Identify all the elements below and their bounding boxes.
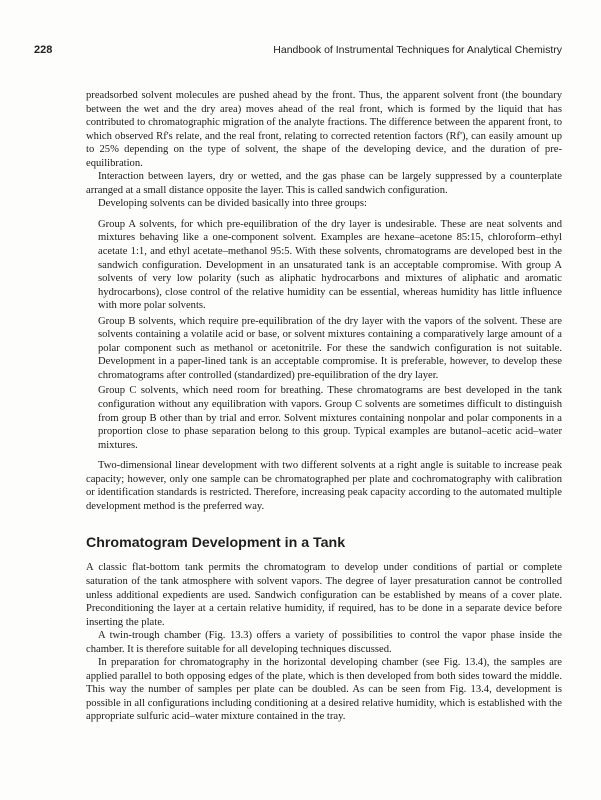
group-a-paragraph: Group A solvents, for which pre-equilibration of the dry layer is undesirable. These are neat solvents and mixtures behaving like a one-component solvent. Examples are hexane–acetone 85:15, chloroform–ethyl acetate 1:1, and ethyl acetate–methanol 95:5. With these solvents, chromatograms are developed best in the sandwich configuration. Development in an unsaturated tank is an acceptable compromise. With group A solvents of very low polarity (such as aliphatic hydrocarbons and mixtures of aliphatic and aromatic hydrocarbons), close control of the relative humidity can be essential, whereas humidity has little influence with more polar solvents. xyxy=(98,218,562,312)
page-number: 228 xyxy=(34,44,53,56)
twin-trough-paragraph: A twin-trough chamber (Fig. 13.3) offers a variety of possibilities to control the vapor phase inside the chamber. It is therefore suitable for all developing techniques discussed. xyxy=(86,630,562,655)
developing-solvents-paragraph: Developing solvents can be divided basically into three groups: xyxy=(98,198,367,210)
section-heading: Chromatogram Development in a Tank xyxy=(86,535,346,552)
two-dimensional-paragraph: Two-dimensional linear development with two different solvents at a right angle is suitable to increase peak capacity; however, only one sample can be chromatographed per plate and cochromatography with calibration or identification standards is restricted. Therefore, increasing peak capacity according to the automated multiple development method is the preferred way. xyxy=(86,460,562,512)
group-c-paragraph: Group C solvents, which need room for breathing. These chromatograms are best developed in the tank configuration without any equilibration with vapors. Group C solvents are sometimes difficult to distinguish from group B other than by trial and error. Solvent mixtures containing nonpolar and polar components in a proportion close to phase separation belong to this group. Typical examples are butanol–acetic acid–water mixtures. xyxy=(98,385,562,451)
interaction-paragraph: Interaction between layers, dry or wetted, and the gas phase can be largely suppressed by a counterplate arranged at a small distance opposite the layer. This is called sandwich configuration. xyxy=(86,171,562,196)
intro-paragraph: preadsorbed solvent molecules are pushed ahead by the front. Thus, the apparent solvent front (the boundary between the wet and the dry area) moves ahead of the real front, which is formed by the liquid that has contributed to chromatographic migration of the analyte fractions. The difference between the apparent front, to which observed Rf's relate, and the real front, relating to corrected retention factors (Rf'), can easily amount up to 25% depending on the type of solvent, the shape of the developing device, and the duration of pre-equilibration. xyxy=(86,90,562,169)
tank-paragraph: A classic flat-bottom tank permits the chromatogram to develop under conditions of partial or complete saturation of the tank atmosphere with solvent vapors. The degree of layer presaturation cannot be controlled unless additional expedients are used. Sandwich configuration can be established by means of a cover plate. Preconditioning the layer at a certain relative humidity, if required, has to be done in a separate device before inserting the plate. xyxy=(86,562,562,628)
group-b-paragraph: Group B solvents, which require pre-equilibration of the dry layer with the vapors of the solvent. These are solvents containing a volatile acid or base, or solvent mixtures containing a comparatively large amount of a polar component such as methanol or acetonitrile. For these the sandwich configuration is not suitable. Development in a paper-lined tank is an acceptable compromise. It is preferable, however, to develop these chromatograms after controlled (standardized) pre-equilibration of the dry layer. xyxy=(98,315,562,381)
body-text xyxy=(86,89,562,724)
horizontal-chamber-paragraph: In preparation for chromatography in the horizontal developing chamber (see Fig. 13.4), the samples are applied parallel to both opposing edges of the plate, which is then developed from both sides toward the middle. This way the number of samples per plate can be doubled. As can be seen from Fig. 13.4, development is possible in all configurations including conditioning at a desired relative humidity, which is established with the appropriate sulfuric acid–water mixture contained in the tray. xyxy=(86,657,562,723)
page-header xyxy=(34,44,562,58)
running-title: Handbook of Instrumental Techniques for Analytical Chemistry xyxy=(273,44,562,56)
solvent-groups-list xyxy=(98,218,562,452)
